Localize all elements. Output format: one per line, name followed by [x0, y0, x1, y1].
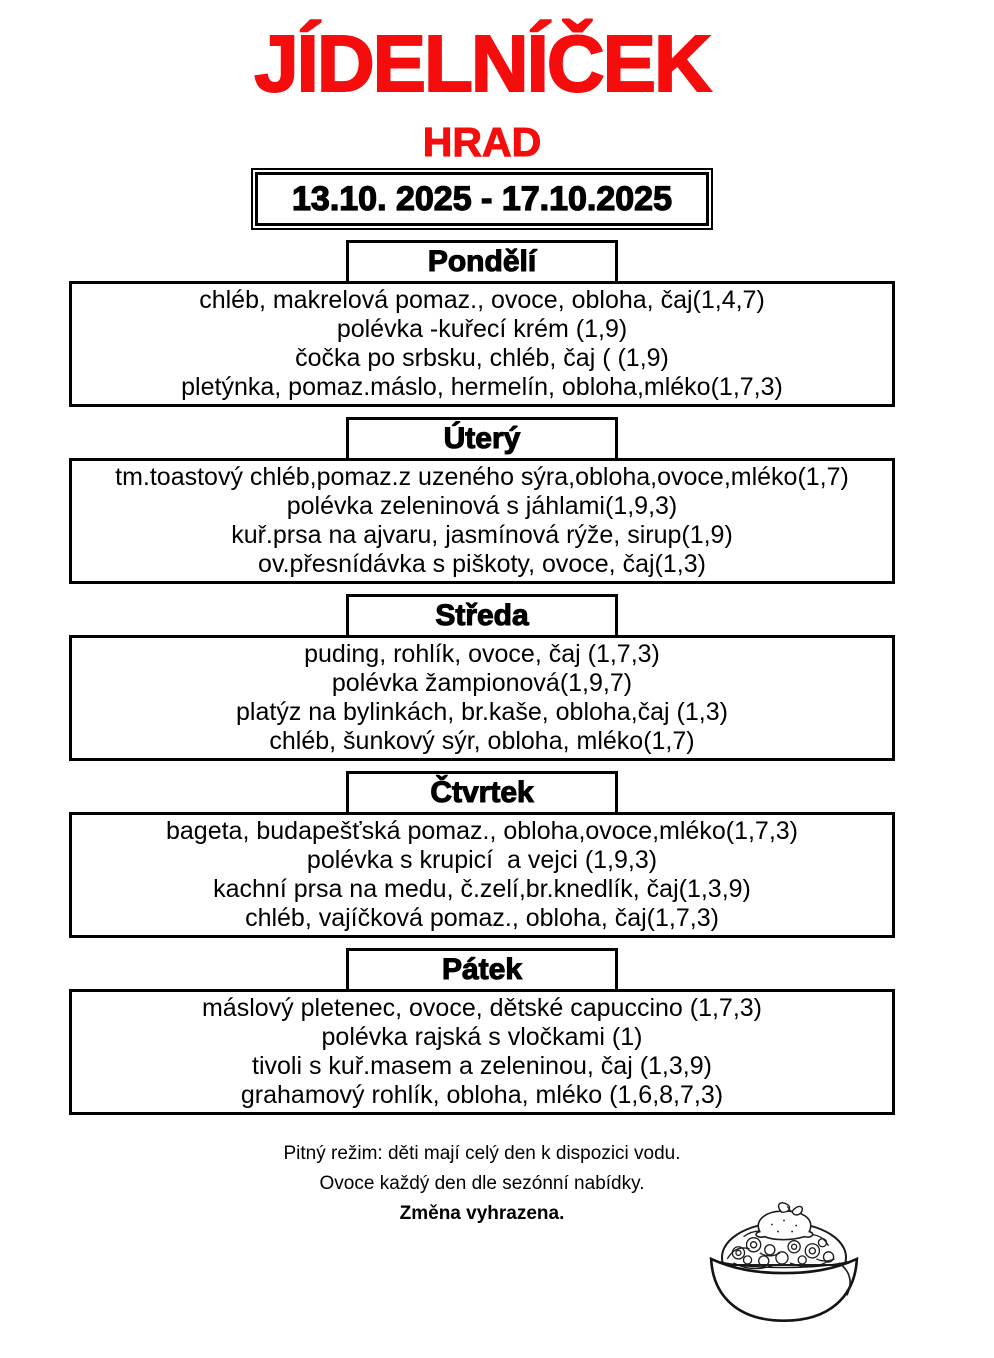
- menu-line: polévka -kuřecí krém (1,9): [336, 315, 628, 343]
- menu-line: chléb, vajíčková pomaz., obloha, čaj(1,7,3): [245, 904, 719, 932]
- menu-line: grahamový rohlík, obloha, mléko (1,6,8,7,3): [240, 1081, 724, 1109]
- menu-box-thursday: [69, 812, 895, 938]
- page-subtitle: HRAD: [422, 119, 542, 165]
- menu-line: tivoli s kuř.masem a zeleninou, čaj (1,3,9): [252, 1052, 712, 1080]
- footer-note-fruit: Ovoce každý den dle sezónní nabídky.: [319, 1173, 645, 1194]
- menu-line: polévka zeleninová s jáhlami(1,9,3): [286, 492, 678, 520]
- day-section-tuesday: [69, 417, 895, 584]
- menu-line: pletýnka, pomaz.máslo, hermelín, obloha,mléko(1,7,3): [181, 373, 783, 401]
- menu-box-wednesday: [69, 635, 895, 761]
- date-range: 13.10. 2025 - 17.10.2025: [292, 180, 672, 218]
- noodle-bowl-illustration: [703, 1202, 865, 1328]
- menu-line: tm.toastový chléb,pomaz.z uzeného sýra,obloha,ovoce,mléko(1,7): [115, 463, 849, 491]
- day-section-wednesday: [69, 594, 895, 761]
- footer-note-change: Změna vyhrazena.: [399, 1203, 565, 1224]
- menu-line: ov.přesnídávka s piškoty, ovoce, čaj(1,3): [258, 550, 706, 578]
- day-label-friday: Pátek: [346, 948, 618, 989]
- footer-note-drinking: Pitný režim: děti mají celý den k dispozici vodu.: [283, 1143, 681, 1164]
- menu-line: máslový pletenec, ovoce, dětské capuccino (1,7,3): [201, 994, 763, 1022]
- day-section-friday: [69, 948, 895, 1115]
- menu-line: chléb, makrelová pomaz., ovoce, obloha, čaj(1,4,7): [199, 286, 765, 314]
- menu-box-tuesday: [69, 458, 895, 584]
- day-label-wednesday: Středa: [346, 594, 618, 635]
- menu-line: polévka žampionová(1,9,7): [331, 669, 633, 697]
- date-range-box: [251, 168, 713, 230]
- day-label-thursday: Čtvrtek: [346, 771, 618, 812]
- menu-content: [69, 16, 895, 1227]
- menu-page: [0, 16, 994, 1358]
- menu-line: polévka s krupicí a vejci (1,9,3): [306, 846, 658, 874]
- menu-line: puding, rohlík, ovoce, čaj (1,7,3): [304, 640, 660, 668]
- menu-line: kachní prsa na medu, č.zelí,br.knedlík, čaj(1,3,9): [213, 875, 751, 903]
- day-label-monday: Pondělí: [346, 240, 618, 281]
- day-section-monday: [69, 240, 895, 407]
- day-label-tuesday: Úterý: [346, 417, 618, 458]
- menu-line: platýz na bylinkách, br.kaše, obloha,čaj (1,3): [236, 698, 728, 726]
- menu-box-friday: [69, 989, 895, 1115]
- menu-line: čočka po srbsku, chléb, čaj ( (1,9): [295, 344, 669, 372]
- day-section-thursday: [69, 771, 895, 938]
- date-range-box-inner: [255, 172, 709, 226]
- menu-line: kuř.prsa na ajvaru, jasmínová rýže, sirup(1,9): [231, 521, 733, 549]
- menu-box-monday: [69, 281, 895, 407]
- menu-line: polévka rajská s vločkami (1): [321, 1023, 643, 1051]
- page-title: JÍDELNÍČEK: [254, 19, 710, 108]
- menu-line: bageta, budapešťská pomaz., obloha,ovoce,mléko(1,7,3): [166, 817, 798, 845]
- menu-line: chléb, šunkový sýr, obloha, mléko(1,7): [269, 727, 695, 755]
